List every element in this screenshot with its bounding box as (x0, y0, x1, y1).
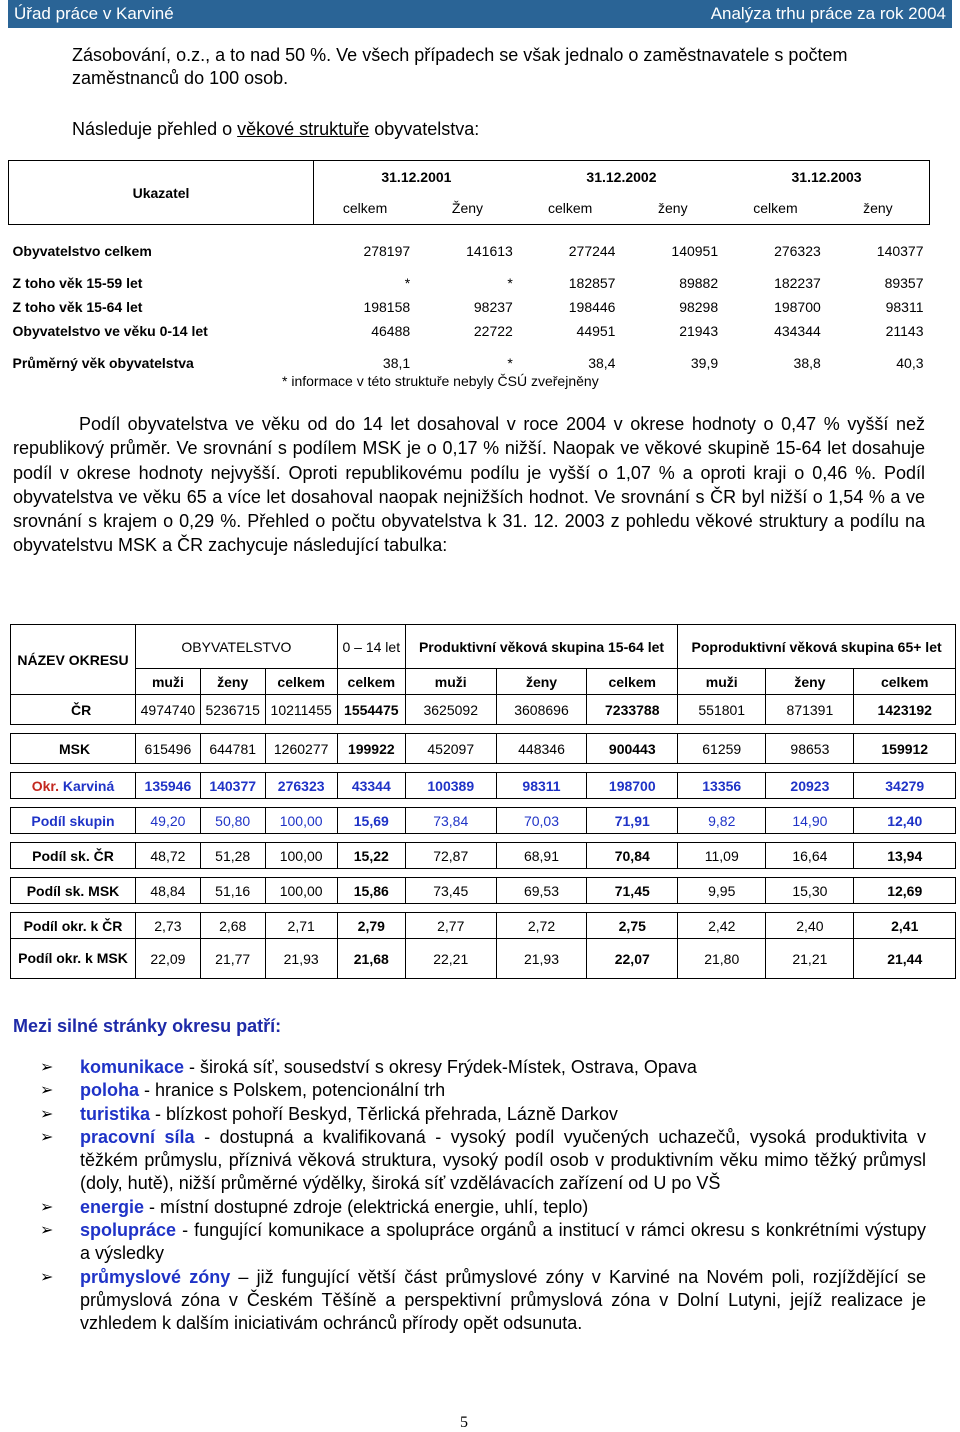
cell: 2,71 (265, 913, 337, 939)
table2-subheader: ženy (766, 669, 854, 695)
cell: 2,41 (854, 913, 956, 939)
list-item: ➢ komunikace - široká síť, sousedství s okresy Frýdek-Místek, Ostrava, Opava (40, 1056, 926, 1079)
cell: 44951 (576, 322, 616, 339)
cell: 2,72 (496, 913, 587, 939)
table2-subheader: ženy (200, 669, 265, 695)
table-row (11, 808, 956, 834)
cell: 100,00 (265, 878, 337, 904)
table2-subheader: celkem (265, 669, 337, 695)
row-label: Z toho věk 15-64 let (12, 298, 143, 315)
cell: 140377 (876, 242, 924, 259)
arrow-bullet-icon: ➢ (40, 1105, 54, 1123)
cell: 98653 (766, 734, 854, 764)
cell: 22722 (473, 322, 513, 339)
row-label: Okr. Karviná (11, 773, 136, 799)
cell: 46488 (371, 322, 411, 339)
row-label: Podíl skupin (11, 808, 136, 834)
table-row (9, 351, 930, 375)
cell: 51,16 (200, 878, 265, 904)
arrow-bullet-icon: ➢ (40, 1082, 54, 1100)
cell: 12,69 (854, 878, 956, 904)
cell: 871391 (766, 695, 854, 725)
table-row (11, 773, 956, 799)
district-population-table (10, 624, 956, 979)
cell: 22,21 (405, 939, 496, 979)
table2-subheader: ženy (496, 669, 587, 695)
table2-header-productive: Produktivní věková skupina 15-64 let (405, 625, 677, 669)
cell: 39,9 (690, 354, 719, 371)
cell: 98311 (885, 298, 924, 315)
row-label: Obyvatelstvo celkem (12, 242, 152, 259)
cell: 69,53 (496, 878, 587, 904)
cell: 100389 (405, 773, 496, 799)
list-item: ➢ poloha - hranice s Polskem, potencionální trh (40, 1079, 926, 1102)
cell: 16,64 (766, 843, 854, 869)
age-share-paragraph: Podíl obyvatelstva ve věku od do 14 let dosahoval v roce 2004 v okrese hodnoty o 0,47 % vyšší než republikový průměr. Ve srovnání s podílem MSK je o 0,17 % nižší. Naopak ve věkové skupině 15-64 let dosahuje podíl v okrese hodnoty nejvyšší. Oproti republikovému podílu je vyšší o 1,07 % a oproti kraji o 0,46 %. Podíl obyvatelstva ve věku 65 a více let dosahoval naopak nejnižších hodnot. Ve srovnání s ČR byl nižší o 1,54 % a ve srovnání s krajem o 0,29 %. Přehled o počtu obyvatelstva k 31. 12. 2003 z pohledu věkové struktury a podílu na obyvatelstvu MSK a ČR zachycuje následující tabulka: (13, 414, 925, 556)
cell: 21,93 (265, 939, 337, 979)
cell: 68,91 (496, 843, 587, 869)
cell: 48,84 (136, 878, 201, 904)
cell: 551801 (678, 695, 766, 725)
cell: 198700 (774, 298, 821, 315)
cell: 140951 (671, 242, 719, 259)
cell: 73,84 (405, 808, 496, 834)
cell: 21,80 (678, 939, 766, 979)
cell: 21,68 (337, 939, 405, 979)
row-label: Podíl sk. ČR (11, 843, 136, 869)
cell: 198700 (587, 773, 678, 799)
cell: 198446 (568, 298, 616, 315)
header-report-title: Analýza trhu práce za rok 2004 (710, 4, 946, 23)
cell: * (507, 354, 513, 371)
cell: 4974740 (136, 695, 201, 725)
cell: 1260277 (265, 734, 337, 764)
cell: 21,44 (854, 939, 956, 979)
row-label: Obyvatelstvo ve věku 0-14 let (12, 322, 208, 339)
cell: 22,09 (136, 939, 201, 979)
table1-subheader: Ženy (451, 200, 484, 217)
list-item: ➢ pracovní síla - dostupná a kvalifikovaná - vysoký podíl vyučených uchazečů, vysoká produktivita v těžkém průmyslu, příznivá věková struktura, vysoký podíl osob v produktivním věku mimo těžký průmysl (doly, hutě), nižší průměrné výdělky, široká síť vzdělávacích zařízení od U po VŠ (40, 1126, 926, 1194)
cell: 12,40 (854, 808, 956, 834)
list-item: ➢ spolupráce - fungující komunikace a spolupráce orgánů a institucí v rámci okresu s konkrétními výstupy a výsledky (40, 1220, 926, 1264)
cell: 3608696 (496, 695, 587, 725)
cell: 1423192 (854, 695, 956, 725)
table-row (9, 319, 930, 343)
cell: 2,77 (405, 913, 496, 939)
cell: 452097 (405, 734, 496, 764)
cell: 22,07 (587, 939, 678, 979)
cell: 38,4 (588, 354, 616, 371)
table1-year: 31.12.2001 (314, 161, 519, 193)
cell: 434344 (774, 322, 821, 339)
cell: 21,21 (766, 939, 854, 979)
list-item: ➢ energie - místní dostupné zdroje (elektrická energie, uhlí, teplo) (40, 1196, 926, 1219)
cell: 15,69 (337, 808, 405, 834)
table2-header-0-14: 0 – 14 let (337, 625, 405, 669)
cell: 89882 (679, 274, 719, 291)
cell: 21943 (679, 322, 719, 339)
cell: 14,90 (766, 808, 854, 834)
cell: 13356 (678, 773, 766, 799)
cell: 135946 (136, 773, 201, 799)
arrow-bullet-icon: ➢ (40, 1059, 54, 1076)
table2-subheader: celkem (587, 669, 678, 695)
table-row (9, 239, 930, 263)
arrow-bullet-icon: ➢ (40, 1128, 54, 1146)
cell: 100,00 (265, 843, 337, 869)
strengths-list (40, 1056, 926, 1336)
table2-subheader: muži (678, 669, 766, 695)
list-item: ➢ turistika - blízkost pohoří Beskyd, Těrlická přehrada, Lázně Darkov (40, 1103, 926, 1126)
table-row (11, 878, 956, 904)
row-label: MSK (11, 734, 136, 764)
intro-lead: Následuje přehled o věkové struktuře obyvatelstva: (72, 119, 480, 139)
cell: 51,28 (200, 843, 265, 869)
cell: 276323 (265, 773, 337, 799)
cell: 15,30 (766, 878, 854, 904)
arrow-bullet-icon: ➢ (40, 1268, 54, 1286)
table1-year: 31.12.2003 (724, 161, 929, 193)
cell: 2,75 (587, 913, 678, 939)
table1-footnote: * informace v této struktuře nebyly ČSÚ zveřejněny (282, 373, 599, 389)
cell: 70,03 (496, 808, 587, 834)
cell: 1554475 (337, 695, 405, 725)
cell: 7233788 (587, 695, 678, 725)
strengths-heading: Mezi silné stránky okresu patří: (13, 1016, 282, 1036)
cell: * (507, 274, 513, 291)
page-header (8, 0, 952, 28)
cell: 2,40 (766, 913, 854, 939)
row-label: Z toho věk 15-59 let (12, 274, 143, 291)
cell: 182237 (774, 274, 821, 291)
table-row (11, 913, 956, 939)
cell: 2,42 (678, 913, 766, 939)
cell: 2,79 (337, 913, 405, 939)
cell: 448346 (496, 734, 587, 764)
cell: 21,77 (200, 939, 265, 979)
cell: 20923 (766, 773, 854, 799)
arrow-bullet-icon: ➢ (40, 1222, 54, 1240)
cell: 21143 (885, 322, 924, 339)
table2-subheader: muži (136, 669, 201, 695)
cell: 21,93 (496, 939, 587, 979)
cell: 15,22 (337, 843, 405, 869)
cell: 159912 (854, 734, 956, 764)
cell: 182857 (568, 274, 616, 291)
cell: 140377 (200, 773, 265, 799)
cell: 10211455 (265, 695, 337, 725)
cell: 9,95 (678, 878, 766, 904)
intro-link: věkové struktuře (237, 119, 370, 139)
cell: 34279 (854, 773, 956, 799)
cell: 38,8 (793, 354, 821, 371)
cell: 644781 (200, 734, 265, 764)
cell: 15,86 (337, 878, 405, 904)
age-structure-table (8, 160, 930, 375)
cell: 70,84 (587, 843, 678, 869)
table2-subheader: muži (405, 669, 496, 695)
header-office: Úřad práce v Karviné (14, 4, 174, 23)
table2-header-name: NÁZEV OKRESU (11, 625, 136, 695)
arrow-bullet-icon: ➢ (40, 1198, 54, 1216)
cell: 615496 (136, 734, 201, 764)
cell: 11,09 (678, 843, 766, 869)
cell: 5236715 (200, 695, 265, 725)
table1-subheader: celkem (342, 200, 388, 217)
row-label: ČR (11, 695, 136, 725)
table-row (11, 843, 956, 869)
cell: 48,72 (136, 843, 201, 869)
cell: 278197 (363, 242, 411, 259)
cell: 71,45 (587, 878, 678, 904)
cell: 199922 (337, 734, 405, 764)
table-row (11, 695, 956, 725)
cell: 50,80 (200, 808, 265, 834)
table2-header-population: OBYVATELSTVO (136, 625, 338, 669)
row-label: Podíl okr. k MSK (11, 939, 136, 979)
cell: 73,45 (405, 878, 496, 904)
intro-paragraph: Zásobování, o.z., a to nad 50 %. Ve všech případech se však jednalo o zaměstnavatele s počtem zaměstnanců do 100 osob. (72, 45, 848, 88)
table1-subheader: celkem (753, 200, 798, 217)
table-row (11, 939, 956, 979)
cell: * (404, 274, 411, 291)
cell: 38,1 (382, 354, 411, 371)
table-row (11, 734, 956, 764)
cell: 900443 (587, 734, 678, 764)
cell: 276323 (774, 242, 821, 259)
table-row (9, 271, 930, 295)
table1-subheader: celkem (547, 200, 593, 217)
cell: 198158 (363, 298, 411, 315)
cell: 2,73 (136, 913, 201, 939)
cell: 61259 (678, 734, 766, 764)
row-label: Podíl sk. MSK (11, 878, 136, 904)
cell: 13,94 (854, 843, 956, 869)
page-number: 5 (460, 1414, 468, 1431)
list-item: ➢ průmyslové zóny – již fungující větší část průmyslové zóny v Karviné na Novém poli, rozjíždějící se průmyslová zóna v Českém Těšíně a perspektivní průmyslová zóna v Dolní Lutyni, jejíž realizace je vzhledem k dalším iniciativám ochránců přírody opět odsunuta. (40, 1266, 926, 1334)
table1-year: 31.12.2002 (519, 161, 724, 193)
cell: 89357 (884, 274, 924, 291)
row-label: Podíl okr. k ČR (11, 913, 136, 939)
cell: 9,82 (678, 808, 766, 834)
row-label: Průměrný věk obyvatelstva (12, 354, 194, 371)
table-row (9, 295, 930, 319)
cell: 98298 (679, 298, 719, 315)
table1-subheader: ženy (827, 193, 930, 225)
table1-header-label: Ukazatel (9, 161, 314, 225)
cell: 277244 (568, 242, 616, 259)
cell: 2,68 (200, 913, 265, 939)
cell: 100,00 (265, 808, 337, 834)
cell: 72,87 (405, 843, 496, 869)
table2-subheader: celkem (337, 669, 405, 695)
table2-subheader: celkem (854, 669, 956, 695)
cell: 40,3 (896, 354, 924, 371)
cell: 71,91 (587, 808, 678, 834)
cell: 141613 (466, 242, 513, 259)
cell: 3625092 (405, 695, 496, 725)
cell: 98311 (496, 773, 587, 799)
cell: 98237 (473, 298, 513, 315)
cell: 43344 (337, 773, 405, 799)
table2-header-postproductive: Poproduktivní věková skupina 65+ let (678, 625, 956, 669)
table1-subheader: ženy (658, 200, 688, 217)
cell: 49,20 (136, 808, 201, 834)
